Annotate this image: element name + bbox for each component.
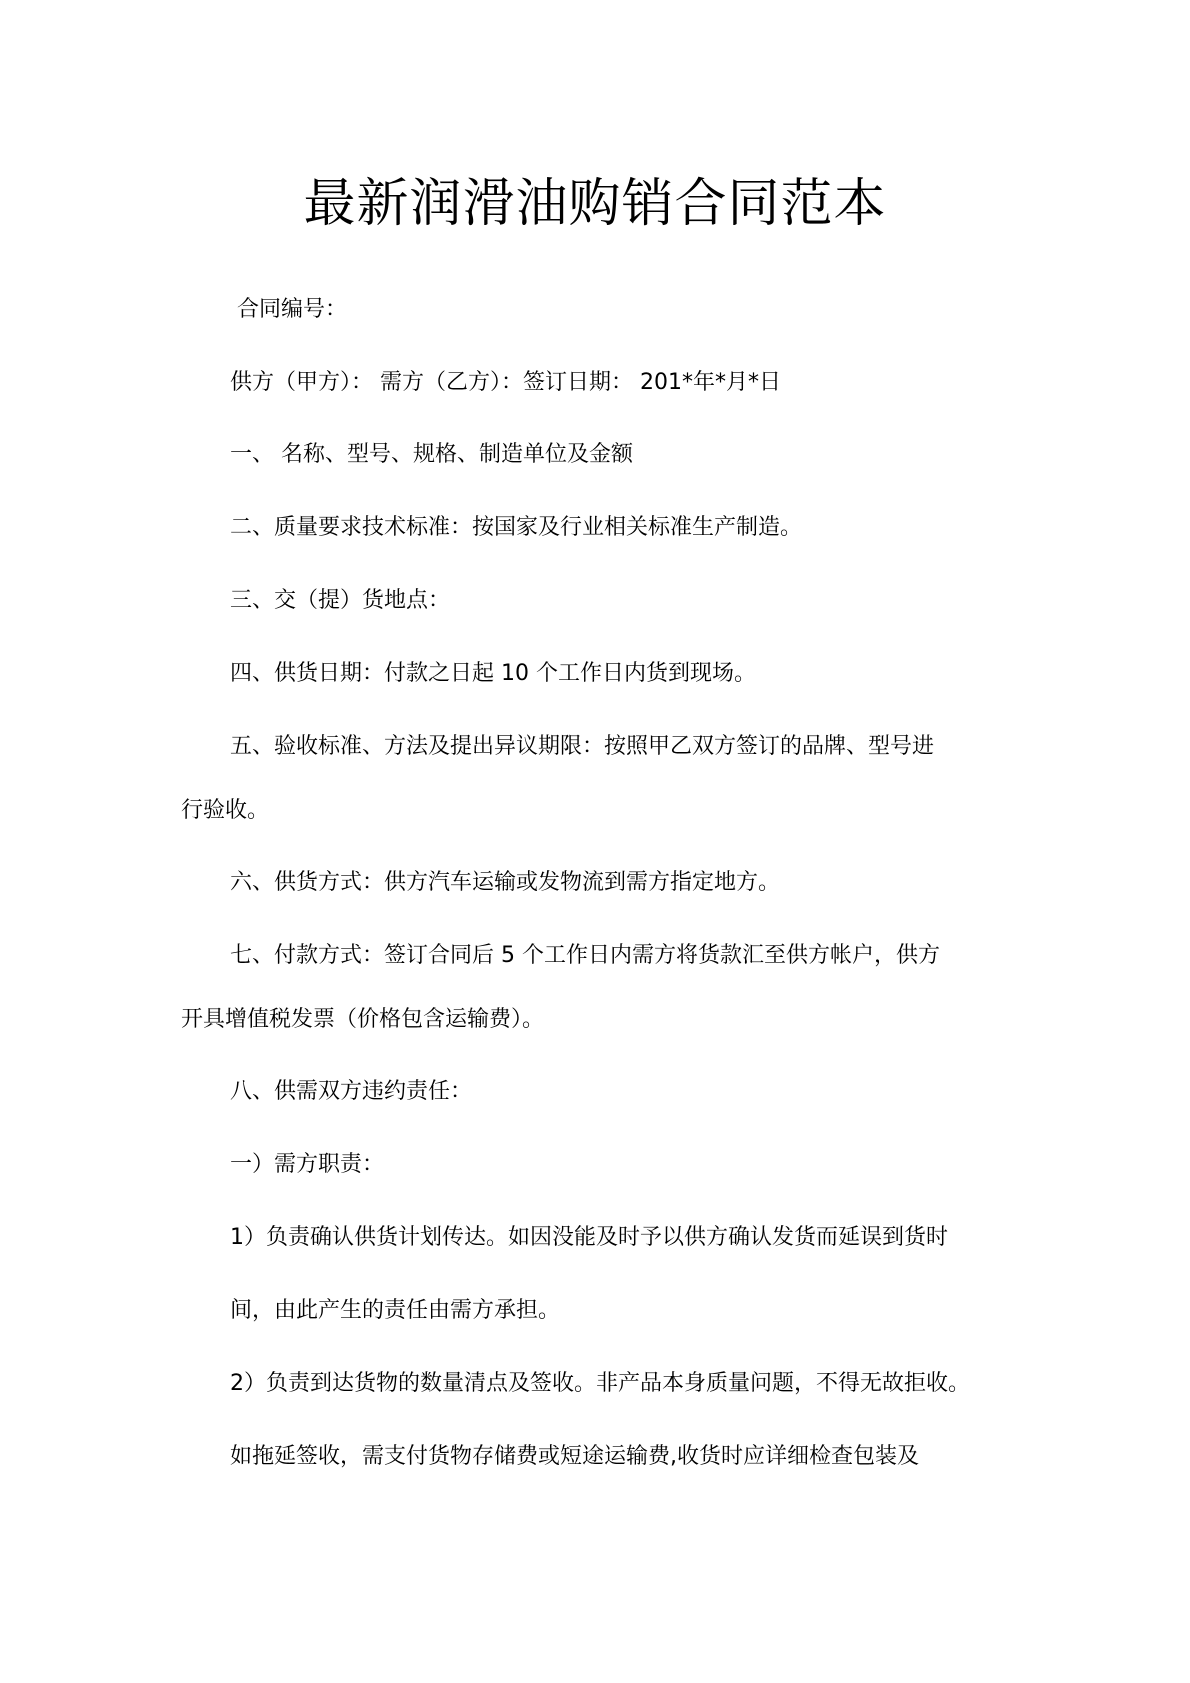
clause-8-sub-1: 一）需方职责：	[230, 1152, 385, 1177]
clause-8-item-2: 2）负责到达货物的数量清点及签收。非产品本身质量问题，不得无故拒收。	[230, 1371, 970, 1396]
clause-8: 八、供需双方违约责任：	[230, 1079, 473, 1104]
clause-8-item-1: 1）负责确认供货计划传达。如因没能及时予以供方确认发货而延误到货时	[230, 1225, 948, 1250]
document-title: 最新润滑油购销合同范本	[303, 174, 887, 234]
clause-5: 五、验收标准、方法及提出异议期限：按照甲乙双方签订的品牌、型号进	[230, 734, 935, 759]
parties-line: 供方（甲方）： 需方（乙方）：签订日期： 201*年*月*日	[230, 370, 781, 395]
clause-7: 七、付款方式：签订合同后 5 个工作日内需方将货款汇至供方帐户，供方	[230, 943, 940, 968]
contract-number-line: 合同编号：	[237, 297, 348, 322]
clause-5-continued: 行验收。	[181, 798, 270, 823]
clause-3: 三、交（提）货地点：	[230, 588, 451, 613]
clause-2: 二、质量要求技术标准：按国家及行业相关标准生产制造。	[230, 515, 803, 540]
clause-6: 六、供货方式：供方汽车运输或发物流到需方指定地方。	[230, 870, 781, 895]
clause-7-continued: 开具增值税发票（价格包含运输费）。	[181, 1007, 545, 1032]
clause-4: 四、供货日期：付款之日起 10 个工作日内货到现场。	[230, 661, 756, 686]
clause-1: 一、 名称、型号、规格、制造单位及金额	[230, 442, 633, 467]
clause-8-item-2-continued: 如拖延签收，需支付货物存储费或短途运输费,收货时应详细检查包装及	[230, 1444, 919, 1469]
clause-8-item-1-continued: 间，由此产生的责任由需方承担。	[230, 1298, 561, 1323]
